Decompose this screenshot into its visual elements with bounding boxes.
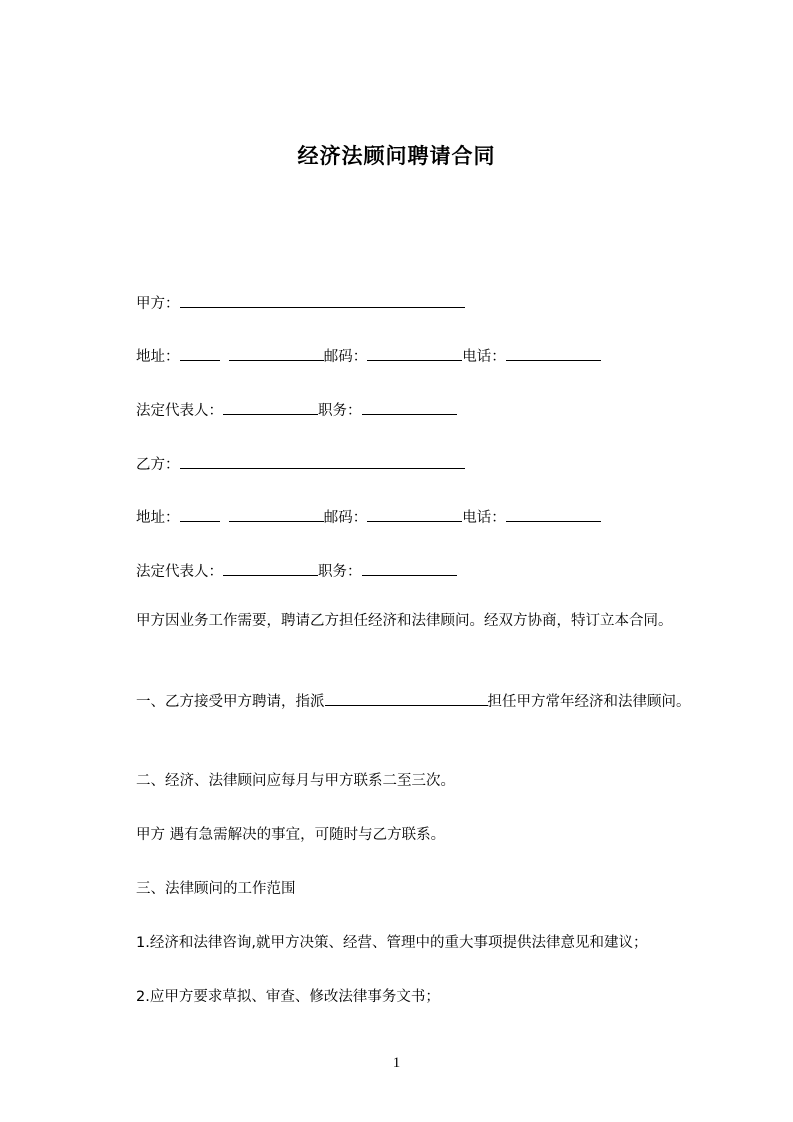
party-a-label: 甲方： <box>136 296 180 312</box>
clause-1-appointee-blank[interactable] <box>325 690 488 706</box>
party-a-address-line <box>136 345 601 367</box>
party-b-blank[interactable] <box>180 453 465 469</box>
party-b-address-label: 地址： <box>136 510 180 526</box>
contract-title: 经济法顾问聘请合同 <box>297 144 496 168</box>
party-b-legal-rep-label: 法定代表人： <box>136 564 223 580</box>
party-a-legal-rep-blank[interactable] <box>223 399 318 415</box>
party-a-rep-line <box>136 399 457 421</box>
party-b-position-blank[interactable] <box>362 560 457 576</box>
intro-paragraph <box>105 606 705 636</box>
party-b-line <box>136 453 465 475</box>
party-a-line <box>136 292 465 314</box>
party-b-phone-blank[interactable] <box>506 506 601 522</box>
party-a-address-blank-1[interactable] <box>180 345 220 361</box>
party-b-legal-rep-blank[interactable] <box>223 560 318 576</box>
page-number: 1 <box>392 1055 401 1071</box>
clause-2-extra: 甲方 遇有急需解决的事宜，可随时与乙方联系。 <box>136 827 446 843</box>
party-a-legal-rep-label: 法定代表人： <box>136 403 223 419</box>
clause-3-item-2: 2.应甲方要求草拟、审查、修改法律事务文书； <box>136 989 440 1005</box>
intro-text: 甲方因业务工作需要，聘请乙方担任经济和法律顾问。经双方协商，特订立本合同。 <box>136 613 673 629</box>
clause-1-after: 担任甲方常年经济和法律顾问。 <box>487 694 691 710</box>
party-b-address-blank-2[interactable] <box>229 506 324 522</box>
party-b-label: 乙方： <box>136 457 180 473</box>
party-a-phone-blank[interactable] <box>506 345 601 361</box>
clause-1-before: 一、乙方接受甲方聘请，指派 <box>136 694 325 710</box>
clause-2: 二、经济、法律顾问应每月与甲方联系二至三次。 <box>136 773 455 789</box>
party-a-blank[interactable] <box>180 292 465 308</box>
party-a-postcode-label: 邮码： <box>323 349 368 365</box>
party-b-address-blank-1[interactable] <box>180 506 220 522</box>
party-b-phone-label: 电话： <box>462 510 506 526</box>
party-a-postcode-blank[interactable] <box>367 345 462 361</box>
party-a-position-blank[interactable] <box>362 399 457 415</box>
party-b-address-line <box>136 506 601 528</box>
party-b-position-label: 职务： <box>318 564 362 580</box>
party-b-postcode-label: 邮码： <box>323 510 368 526</box>
party-b-rep-line <box>136 560 457 582</box>
party-a-phone-label: 电话： <box>462 349 506 365</box>
party-b-postcode-blank[interactable] <box>367 506 462 522</box>
party-a-address-label: 地址： <box>136 349 180 365</box>
clause-3-heading: 三、法律顾问的工作范围 <box>136 881 296 897</box>
clause-1-paragraph <box>105 687 705 717</box>
clause-3-item-1: 1.经济和法律咨询,就甲方决策、经营、管理中的重大事项提供法律意见和建议； <box>136 935 648 951</box>
party-a-address-blank-2[interactable] <box>229 345 324 361</box>
party-a-position-label: 职务： <box>318 403 362 419</box>
